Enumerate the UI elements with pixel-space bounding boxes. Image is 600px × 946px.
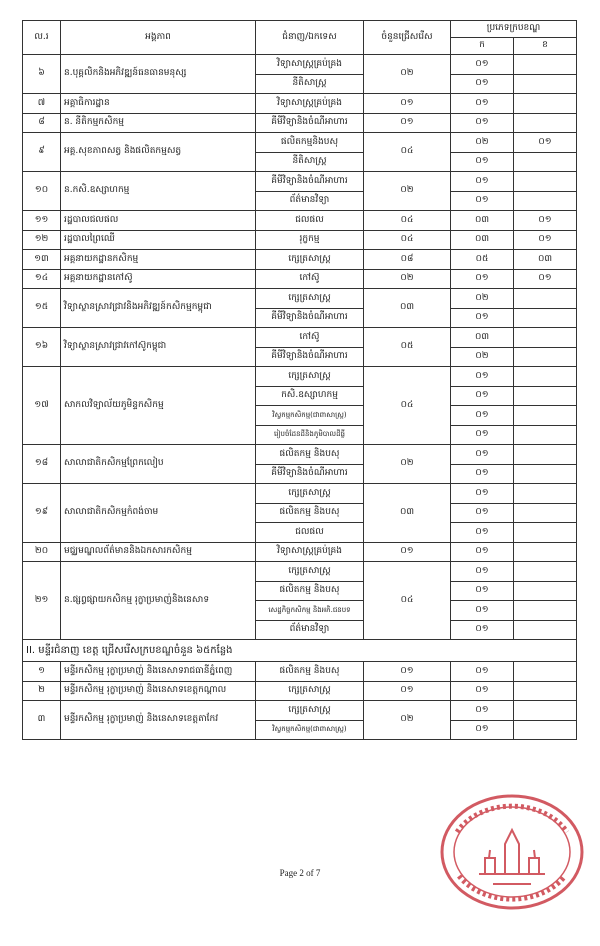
skill-cell: នីតិសាស្ត្រ [256,74,364,94]
category-a-cell: ០២ [451,347,514,367]
allocation-table [22,20,577,740]
total-cell: ០២ [364,269,451,289]
category-b-cell [514,601,577,621]
total-cell: ០៤ [364,211,451,231]
category-a-cell: ០១ [451,662,514,682]
category-a-cell: ០១ [451,581,514,601]
row-number: ២១ [23,562,61,640]
skill-cell: កសិ.ឧស្សាហកម្ម [256,386,364,406]
category-b-cell [514,425,577,445]
skill-cell: គីមីវិទ្យានិងចំណីអាហារ [256,113,364,133]
category-b-cell [514,720,577,740]
unit-name: មន្ទីរកសិកម្ម រុក្ខាប្រមាញ់ និងនេសាទខេត្តកណ្ដាល [61,681,256,701]
row-number: ៧ [23,94,61,114]
row-number: ១៧ [23,367,61,445]
row-number: ១១ [23,211,61,231]
category-a-cell: ០១ [451,601,514,621]
unit-name: សាលាជាតិកសិកម្មព្រែកលៀប [61,445,256,484]
category-b-cell [514,445,577,465]
category-a-cell: ០១ [451,503,514,523]
category-b-cell [514,55,577,75]
total-cell: ០៥ [364,328,451,367]
skill-cell: ក្សេត្រសាស្ត្រ [256,484,364,504]
skill-cell: វិទ្យាសាស្ត្រគ្រប់គ្រង [256,542,364,562]
category-b-cell [514,113,577,133]
unit-name: រដ្ឋបាលព្រៃឈើ [61,230,256,250]
category-a-cell: ០២ [451,133,514,153]
category-a-cell: ០១ [451,94,514,114]
category-b-cell [514,662,577,682]
unit-name: មន្ទីរកសិកម្ម រុក្ខាប្រមាញ់ និងនេសាទខេត្តតាកែវ [61,701,256,740]
row-number: ៨ [23,113,61,133]
section-row [23,640,577,662]
skill-cell: ផលិតកម្ម និងបសុ [256,662,364,682]
category-b-cell: ០១ [514,211,577,231]
unit-name: សាកលវិទ្យាល័យភូមិន្ទកសិកម្ម [61,367,256,445]
category-b-cell [514,328,577,348]
category-a-cell: ០១ [451,523,514,543]
category-a-cell: ០១ [451,55,514,75]
category-a-cell: ០១ [451,681,514,701]
category-b-cell: ០៣ [514,250,577,270]
page-footer: Page 2 of 7 [279,868,321,878]
skill-cell: ព័ត៌មានវិទ្យា [256,620,364,640]
section-title: II. មន្ទីរជំនាញ ខេត្ត ជ្រើសរើសក្របខណ្ឌចំនួន ៦៥កន្លែង [23,640,577,662]
category-a-cell: ០១ [451,191,514,211]
skill-cell: កៅស៊ូ [256,328,364,348]
row-number: ៩ [23,133,61,172]
table-row [23,542,577,562]
row-number: ២ [23,681,61,701]
skill-cell: ព័ត៌មានវិទ្យា [256,191,364,211]
unit-name: មន្ទីរកសិកម្ម រុក្ខាប្រមាញ់ និងនេសាទរាជធានីភ្នំពេញ [61,662,256,682]
row-number: ១៤ [23,269,61,289]
category-b-cell [514,581,577,601]
category-b-cell [514,542,577,562]
category-a-cell: ០១ [451,74,514,94]
header-cat-a: ក [451,38,514,55]
total-cell: ០១ [364,662,451,682]
total-cell: ០៤ [364,133,451,172]
table-row [23,230,577,250]
category-b-cell [514,484,577,504]
seal-outer-ring [442,796,582,908]
category-b-cell [514,289,577,309]
unit-name: អគ្គ.សុខភាពសត្វ និងផលិតកម្មសត្វ [61,133,256,172]
category-b-cell [514,464,577,484]
skill-cell: នីតិសាស្ត្រ [256,152,364,172]
skill-cell: វិទ្យាសាស្ត្រគ្រប់គ្រង [256,55,364,75]
row-number: ១០ [23,172,61,211]
total-cell: ០៣ [364,484,451,543]
table-row [23,681,577,701]
category-b-cell [514,620,577,640]
row-number: ១៦ [23,328,61,367]
skill-cell: វិស្វកម្មកសិកម្ម(ជាពាសាស្ត្រ) [256,406,364,426]
category-a-cell: ០១ [451,406,514,426]
row-number: ២០ [23,542,61,562]
table-row [23,701,577,721]
header-cat-b: ខ [514,38,577,55]
total-cell: ០២ [364,172,451,211]
row-number: ៦ [23,55,61,94]
category-b-cell: ០១ [514,269,577,289]
category-a-cell: ០១ [451,620,514,640]
total-cell: ០២ [364,445,451,484]
total-cell: ០២ [364,701,451,740]
row-number: ១ [23,662,61,682]
total-cell: ០៤ [364,367,451,445]
category-b-cell [514,367,577,387]
unit-name: អគ្គនាយកដ្ឋានកៅស៊ូ [61,269,256,289]
skill-cell: រៀបចំដែនដីនិងភូមិបាលដីធ្លី [256,425,364,445]
row-number: ៣ [23,701,61,740]
category-b-cell [514,172,577,192]
skill-cell: ផលិតកម្ម និងបសុ [256,503,364,523]
row-number: ១៩ [23,484,61,543]
table-row [23,94,577,114]
category-b-cell [514,503,577,523]
total-cell: ០១ [364,681,451,701]
header-total: ចំនួនជ្រើសរើស [364,21,451,55]
category-b-cell [514,347,577,367]
category-b-cell [514,308,577,328]
table-row [23,662,577,682]
skill-cell: ក្សេត្រសាស្ត្រ [256,562,364,582]
total-cell: ០១ [364,542,451,562]
seal-text-arc-bottom [459,876,565,899]
category-a-cell: ០១ [451,464,514,484]
category-a-cell: ០១ [451,152,514,172]
skill-cell: ក្សេត្រសាស្ត្រ [256,250,364,270]
official-seal [437,792,587,912]
category-a-cell: ០១ [451,367,514,387]
category-a-cell: ០៣ [451,328,514,348]
category-b-cell [514,701,577,721]
table-row [23,250,577,270]
total-cell: ០១ [364,113,451,133]
category-b-cell: ០១ [514,133,577,153]
skill-cell: សេដ្ឋកិច្ចកសិកម្ម និងអភិ.ជនបទ [256,601,364,621]
category-b-cell [514,74,577,94]
header-skill: ជំនាញ/ឯកទេស [256,21,364,55]
unit-name: ន.កសិ.ឧស្សាហកម្ម [61,172,256,211]
row-number: ១៣ [23,250,61,270]
skill-cell: ក្សេត្រសាស្ត្រ [256,681,364,701]
category-a-cell: ០៣ [451,230,514,250]
category-a-cell: ០១ [451,113,514,133]
table-row [23,55,577,75]
category-b-cell: ០១ [514,230,577,250]
table-row [23,172,577,192]
skill-cell: វិស្វកម្មកសិកម្ម(ជាពាសាស្ត្រ) [256,720,364,740]
skill-cell: ក្សេត្រសាស្ត្រ [256,701,364,721]
unit-name: សាលាជាតិកសិកម្មកំពង់ចាម [61,484,256,543]
row-number: ១៥ [23,289,61,328]
category-a-cell: ០១ [451,308,514,328]
unit-name: មជ្ឈមណ្ឌលព័ត៌មាននិងឯកសារកសិកម្ម [61,542,256,562]
skill-cell: ក្សេត្រសាស្ត្រ [256,367,364,387]
skill-cell: ជលផល [256,211,364,231]
unit-name: ន.បុគ្គលិកនិងអភិវឌ្ឍន៍ធនធានមនុស្ស [61,55,256,94]
category-b-cell [514,523,577,543]
table-row [23,289,577,309]
header-institution: អង្គភាព [61,21,256,55]
table-row [23,445,577,465]
total-cell: ០១ [364,94,451,114]
table-row [23,113,577,133]
row-number: ១២ [23,230,61,250]
skill-cell: ផលិតកម្ម និងបសុ [256,445,364,465]
category-b-cell [514,191,577,211]
category-b-cell [514,94,577,114]
category-a-cell: ០១ [451,562,514,582]
category-b-cell [514,386,577,406]
table-row [23,211,577,231]
table-row [23,484,577,504]
unit-name: វិទ្យាស្ថានស្រាវជ្រាវកៅស៊ូកម្ពុជា [61,328,256,367]
seal-temple-icon [479,830,545,884]
unit-name: អគ្គាធិការដ្ឋាន [61,94,256,114]
table-row [23,133,577,153]
total-cell: ០៣ [364,289,451,328]
category-b-cell [514,406,577,426]
category-a-cell: ០២ [451,289,514,309]
unit-name: វិទ្យាស្ថានស្រាវជ្រាវនិងអភិវឌ្ឍន៍កសិកម្មកម្ពុជា [61,289,256,328]
category-a-cell: ០១ [451,172,514,192]
category-b-cell [514,681,577,701]
table-row [23,328,577,348]
category-b-cell [514,152,577,172]
skill-cell: គីមីវិទ្យានិងចំណីអាហារ [256,347,364,367]
category-a-cell: ០១ [451,720,514,740]
unit-name: អគ្គនាយកដ្ឋានកសិកម្ម [61,250,256,270]
skill-cell: កៅស៊ូ [256,269,364,289]
unit-name: ន.ផ្សព្វផ្សាយកសិកម្ម រុក្ខាប្រមាញ់និងនេសាទ [61,562,256,640]
total-cell: ០៨ [364,250,451,270]
category-a-cell: ០១ [451,542,514,562]
total-cell: ០២ [364,55,451,94]
header-no: ល.រ [23,21,61,55]
unit-name: ន. នីតិកម្មកសិកម្ម [61,113,256,133]
skill-cell: រុក្ខកម្ម [256,230,364,250]
table-row [23,562,577,582]
skill-cell: ជលផល [256,523,364,543]
category-a-cell: ០៣ [451,211,514,231]
skill-cell: ក្សេត្រសាស្ត្រ [256,289,364,309]
total-cell: ០៤ [364,230,451,250]
skill-cell: វិទ្យាសាស្ត្រគ្រប់គ្រង [256,94,364,114]
category-a-cell: ០៥ [451,250,514,270]
category-a-cell: ០១ [451,386,514,406]
category-a-cell: ០១ [451,484,514,504]
skill-cell: គីមីវិទ្យានិងចំណីអាហារ [256,172,364,192]
category-a-cell: ០១ [451,425,514,445]
unit-name: រដ្ឋបាលជលផល [61,211,256,231]
category-a-cell: ០១ [451,445,514,465]
header-category: ប្រភេទក្របខណ្ឌ [451,21,577,38]
table-row [23,367,577,387]
category-a-cell: ០១ [451,701,514,721]
skill-cell: ផលិតកម្មនិងបសុ [256,133,364,153]
skill-cell: ផលិតកម្ម និងបសុ [256,581,364,601]
category-a-cell: ០១ [451,269,514,289]
skill-cell: គីមីវិទ្យានិងចំណីអាហារ [256,308,364,328]
category-b-cell [514,562,577,582]
table-row [23,269,577,289]
skill-cell: គីមីវិទ្យានិងចំណីអាហារ [256,464,364,484]
total-cell: ០៤ [364,562,451,640]
row-number: ១៨ [23,445,61,484]
